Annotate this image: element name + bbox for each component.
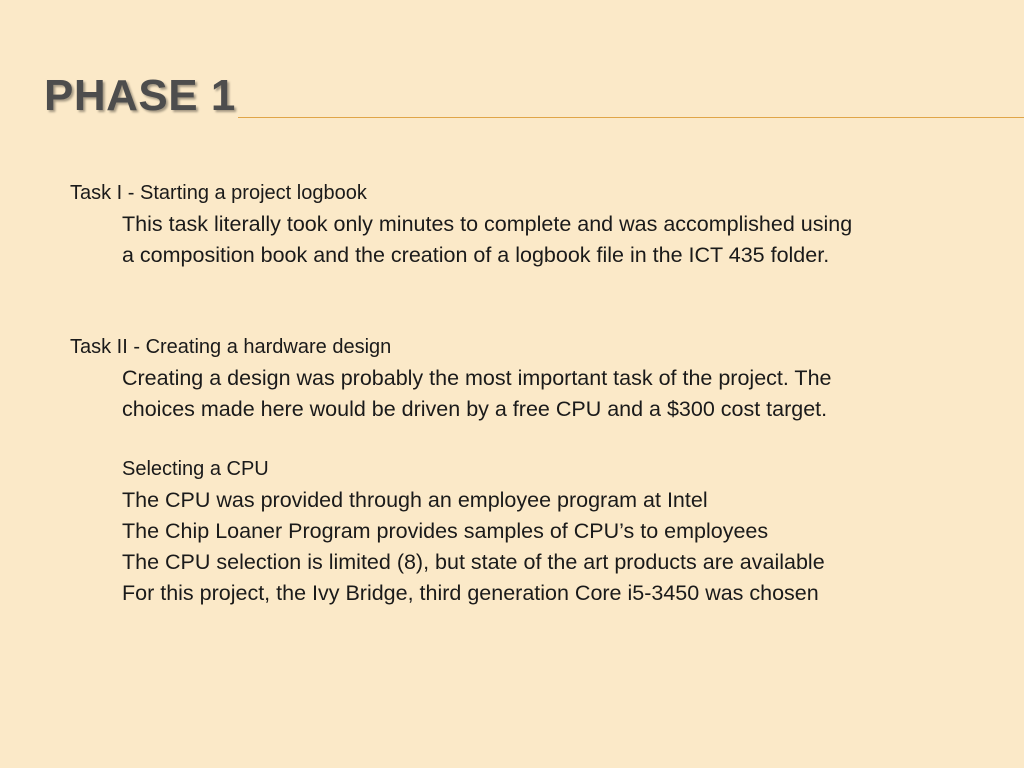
cpu-selection-line: The CPU selection is limited (8), but state of the art products are available (122, 550, 825, 574)
task-two-line: choices made here would be driven by a free CPU and a $300 cost target. (122, 397, 828, 421)
cpu-selection-line: The CPU was provided through an employee program at Intel (122, 488, 708, 512)
task-one-heading: Task I - Starting a project logbook (70, 182, 367, 204)
slide-content (70, 178, 980, 609)
task-one-line: a composition book and the creation of a logbook file in the ICT 435 folder. (122, 243, 830, 267)
task-one-section (70, 178, 980, 271)
task-one-line: This task literally took only minutes to complete and was accomplished using (122, 212, 853, 236)
cpu-selection-line: The Chip Loaner Program provides samples of CPU’s to employees (122, 519, 769, 543)
task-two-section (70, 332, 980, 609)
cpu-selection-line: For this project, the Ivy Bridge, third generation Core i5-3450 was chosen (122, 581, 819, 605)
cpu-selection-section (70, 454, 980, 609)
task-two-heading: Task II - Creating a hardware design (70, 336, 392, 358)
cpu-selection-heading: Selecting a CPU (122, 458, 269, 480)
title-underline-rule (238, 117, 1024, 118)
slide-title: PHASE 1 (44, 71, 236, 120)
task-two-line: Creating a design was probably the most important task of the project. The (122, 366, 832, 390)
